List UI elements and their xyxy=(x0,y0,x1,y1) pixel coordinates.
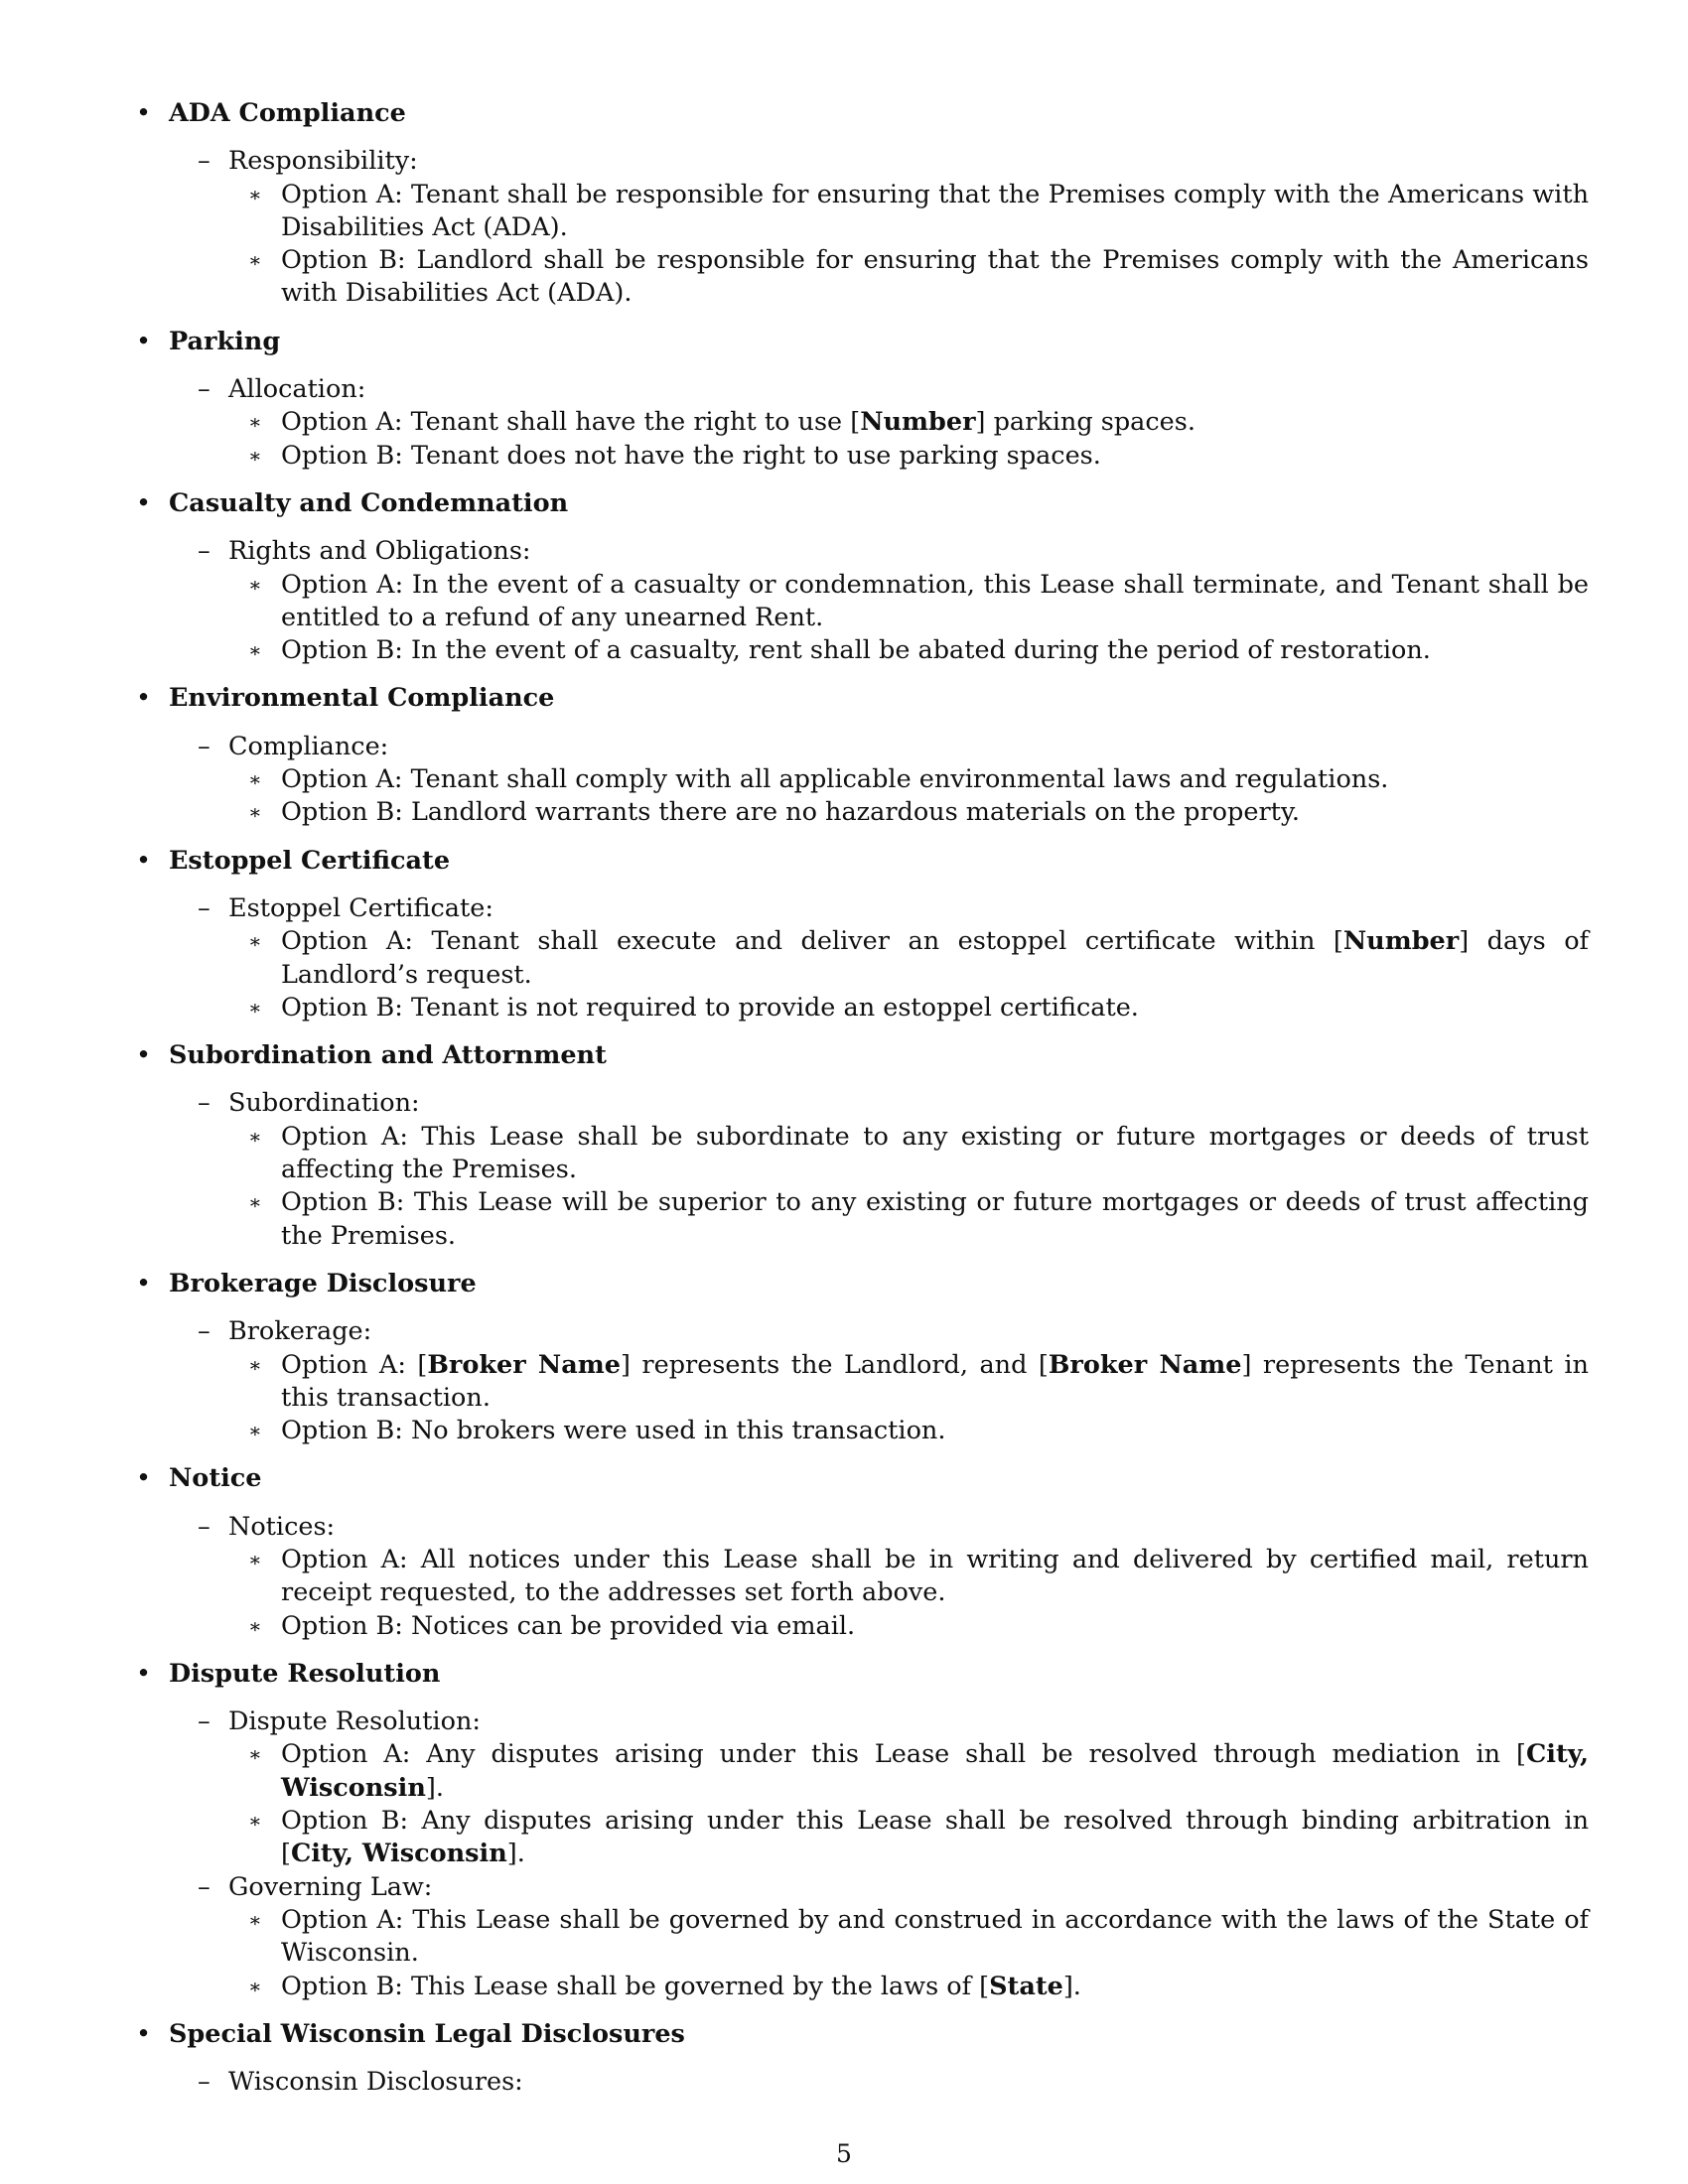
option-text-part: Option A: All notices under this Lease shall be in writing and delivered by certified mail, return receipt requested, to the addresses set forth above. xyxy=(281,1544,1589,1608)
section xyxy=(132,487,1589,667)
asterisk-icon: ∗ xyxy=(248,443,262,468)
bullet-icon: • xyxy=(136,845,152,876)
section-title-text: Environmental Compliance xyxy=(169,683,555,714)
option-item xyxy=(132,763,1589,796)
option-text-part: ]. xyxy=(425,1772,444,1803)
option-text-part: Option A: Tenant shall comply with all applicable environmental laws and regulations. xyxy=(281,764,1389,795)
subsection-label xyxy=(132,1871,1589,1904)
option-item xyxy=(132,406,1589,439)
subsection-label xyxy=(132,731,1589,763)
section-title xyxy=(132,1462,1589,1495)
option-text xyxy=(281,1350,1589,1413)
subsection-label-text: Governing Law: xyxy=(228,1871,433,1902)
dash-icon: – xyxy=(198,892,211,923)
section-title xyxy=(132,682,1589,715)
option-item xyxy=(132,1415,1589,1447)
section-title xyxy=(132,97,1589,130)
option-item xyxy=(132,179,1589,245)
option-item xyxy=(132,796,1589,829)
asterisk-icon: ∗ xyxy=(248,800,262,825)
option-text xyxy=(281,1416,945,1445)
option-text xyxy=(281,1905,1589,1968)
option-text xyxy=(281,1187,1589,1250)
dash-icon: – xyxy=(198,536,211,567)
option-text-part: Option A: This Lease shall be subordinate to any existing or future mortgages or deeds of trust affecting the Premises. xyxy=(281,1121,1589,1185)
subsection-label xyxy=(132,373,1589,406)
section xyxy=(132,1658,1589,2003)
option-text-part: ] represents the Landlord, and [ xyxy=(620,1349,1049,1380)
option-text-part: Option B: Any disputes arising under this Lease shall be resolved through binding arbitration in [ xyxy=(281,1806,1589,1869)
section xyxy=(132,97,1589,311)
subsection-label xyxy=(132,535,1589,568)
option-item xyxy=(132,1805,1589,1871)
placeholder-field: Broker Name xyxy=(1048,1349,1242,1380)
option-text-part: Option B: This Lease shall be governed by the laws of [ xyxy=(281,1971,990,2001)
subsection-label-text: Wisconsin Disclosures: xyxy=(228,2067,523,2098)
option-text-part: Option B: Landlord shall be responsible for ensuring that the Premises comply with the Americans with Disabilities Act (ADA). xyxy=(281,245,1589,309)
section-title-text: Casualty and Condemnation xyxy=(169,487,569,518)
bullet-icon: • xyxy=(136,683,152,714)
bullet-icon: • xyxy=(136,1268,152,1298)
asterisk-icon: ∗ xyxy=(248,410,262,435)
bullet-icon: • xyxy=(136,1040,152,1071)
section xyxy=(132,2018,1589,2100)
asterisk-icon: ∗ xyxy=(248,767,262,792)
section xyxy=(132,326,1589,473)
option-text-part: ] days of Landlord’s request. xyxy=(281,926,1589,990)
option-item xyxy=(132,1121,1589,1187)
bullet-icon: • xyxy=(136,98,152,128)
dash-icon: – xyxy=(198,1088,211,1119)
asterisk-icon: ∗ xyxy=(248,1419,262,1443)
option-text-part: ] parking spaces. xyxy=(975,407,1196,438)
option-text-part: Option B: Tenant is not required to provide an estoppel certificate. xyxy=(281,992,1139,1023)
subsection-label xyxy=(132,1087,1589,1120)
option-text-part: Option B: Landlord warrants there are no hazardous materials on the property. xyxy=(281,797,1301,828)
option-text-part: Option A: Any disputes arising under this Lease shall be resolved through mediation in [ xyxy=(281,1739,1526,1770)
asterisk-icon: ∗ xyxy=(248,572,262,597)
subsection-label xyxy=(132,2066,1589,2099)
option-item xyxy=(132,569,1589,635)
section-title xyxy=(132,1268,1589,1300)
option-text-part: Option B: Notices can be provided via email. xyxy=(281,1610,856,1641)
subsection-label-text: Notices: xyxy=(228,1511,336,1542)
option-text-part: ] represents the Tenant in this transaction. xyxy=(281,1349,1589,1413)
asterisk-icon: ∗ xyxy=(248,1352,262,1377)
option-text-part: Option A: This Lease shall be governed by and construed in accordance with the laws of the State of Wisconsin. xyxy=(281,1904,1589,1969)
option-text xyxy=(281,1611,855,1641)
option-item xyxy=(132,1610,1589,1643)
option-text xyxy=(281,570,1589,632)
subsection-label xyxy=(132,892,1589,925)
section xyxy=(132,1039,1589,1253)
section-title-text: Special Wisconsin Legal Disclosures xyxy=(169,2018,685,2049)
dash-icon: – xyxy=(198,731,211,761)
option-text xyxy=(281,407,1196,437)
asterisk-icon: ∗ xyxy=(248,248,262,273)
option-text-part: Option B: In the event of a casualty, rent shall be abated during the period of restoration. xyxy=(281,635,1431,666)
option-text-part: Option A: [ xyxy=(281,1349,428,1380)
placeholder-field: State xyxy=(989,1971,1063,2001)
section-title xyxy=(132,845,1589,878)
option-text xyxy=(281,993,1139,1023)
option-item xyxy=(132,1544,1589,1610)
option-text-part: Option B: This Lease will be superior to any existing or future mortgages or deeds of trust affecting the Premises. xyxy=(281,1187,1589,1251)
option-item xyxy=(132,1349,1589,1416)
asterisk-icon: ∗ xyxy=(248,182,262,206)
section-title-text: ADA Compliance xyxy=(169,98,406,128)
subsection-label-text: Allocation: xyxy=(228,374,366,405)
option-text-part: Option A: In the event of a casualty or condemnation, this Lease shall terminate, and Tenant shall be entitled to a refund of any unearned Rent. xyxy=(281,569,1589,632)
bullet-icon: • xyxy=(136,487,152,518)
dash-icon: – xyxy=(198,1511,211,1542)
bullet-icon: • xyxy=(136,1658,152,1689)
dash-icon: – xyxy=(198,1316,211,1347)
section-title-text: Parking xyxy=(169,326,281,356)
section xyxy=(132,845,1589,1024)
dash-icon: – xyxy=(198,1871,211,1902)
option-text-part: Option A: Tenant shall execute and deliver an estoppel certificate within [ xyxy=(281,926,1343,957)
placeholder-field: Number xyxy=(1342,926,1460,957)
asterisk-icon: ∗ xyxy=(248,1974,262,1998)
option-text xyxy=(281,441,1101,471)
option-text xyxy=(281,245,1589,308)
asterisk-icon: ∗ xyxy=(248,638,262,663)
bullet-icon: • xyxy=(136,326,152,356)
section-title xyxy=(132,1039,1589,1072)
placeholder-field: Broker Name xyxy=(427,1349,621,1380)
option-text xyxy=(281,926,1589,989)
dash-icon: – xyxy=(198,2067,211,2098)
subsection-label xyxy=(132,145,1589,178)
option-item xyxy=(132,992,1589,1024)
asterisk-icon: ∗ xyxy=(248,1547,262,1571)
subsection-label xyxy=(132,1511,1589,1544)
subsection-label-text: Rights and Obligations: xyxy=(228,536,531,567)
section-title xyxy=(132,2018,1589,2051)
asterisk-icon: ∗ xyxy=(248,1742,262,1767)
subsection-label-text: Estoppel Certificate: xyxy=(228,892,493,923)
option-text xyxy=(281,797,1300,827)
placeholder-field: City, Wisconsin xyxy=(281,1739,1589,1803)
asterisk-icon: ∗ xyxy=(248,995,262,1020)
subsection-label-text: Compliance: xyxy=(228,731,389,761)
section-title-text: Brokerage Disclosure xyxy=(169,1268,477,1298)
option-text xyxy=(281,1806,1589,1868)
document-body xyxy=(132,97,1589,2114)
section-title xyxy=(132,1658,1589,1691)
option-text xyxy=(281,635,1431,665)
option-text xyxy=(281,180,1589,242)
option-text-part: ]. xyxy=(1062,1971,1081,2001)
option-item xyxy=(132,1186,1589,1253)
section xyxy=(132,1462,1589,1642)
dash-icon: – xyxy=(198,146,211,177)
asterisk-icon: ∗ xyxy=(248,1124,262,1149)
option-text-part: Option B: Tenant does not have the right to use parking spaces. xyxy=(281,440,1101,471)
option-text xyxy=(281,764,1388,794)
option-item xyxy=(132,244,1589,311)
asterisk-icon: ∗ xyxy=(248,1907,262,1932)
option-item xyxy=(132,1738,1589,1805)
section-title xyxy=(132,326,1589,358)
subsection-label xyxy=(132,1315,1589,1348)
placeholder-field: City, Wisconsin xyxy=(290,1839,507,1869)
section-title-text: Estoppel Certificate xyxy=(169,845,451,876)
option-item xyxy=(132,925,1589,992)
asterisk-icon: ∗ xyxy=(248,1809,262,1834)
subsection-label-text: Subordination: xyxy=(228,1088,420,1119)
section-title-text: Notice xyxy=(169,1463,262,1494)
dash-icon: – xyxy=(198,374,211,405)
section-title-text: Subordination and Attornment xyxy=(169,1040,607,1071)
option-text xyxy=(281,1122,1589,1184)
asterisk-icon: ∗ xyxy=(248,1190,262,1215)
section xyxy=(132,682,1589,829)
subsection-label-text: Brokerage: xyxy=(228,1316,372,1347)
subsection-label-text: Dispute Resolution: xyxy=(228,1706,481,1737)
option-text xyxy=(281,1545,1589,1607)
asterisk-icon: ∗ xyxy=(248,1613,262,1638)
section-title xyxy=(132,487,1589,520)
bullet-icon: • xyxy=(136,2018,152,2049)
bullet-icon: • xyxy=(136,1463,152,1494)
subsection-label-text: Responsibility: xyxy=(228,146,418,177)
option-item xyxy=(132,634,1589,667)
dash-icon: – xyxy=(198,1706,211,1737)
option-text-part: Option A: Tenant shall have the right to use [ xyxy=(281,407,861,438)
asterisk-icon: ∗ xyxy=(248,929,262,954)
option-text xyxy=(281,1972,1081,2001)
placeholder-field: Number xyxy=(860,407,976,438)
option-item xyxy=(132,1971,1589,2003)
option-text-part: ]. xyxy=(506,1839,525,1869)
option-item xyxy=(132,1904,1589,1971)
option-text-part: Option A: Tenant shall be responsible for ensuring that the Premises comply with the Americans with Disabilities Act (ADA). xyxy=(281,179,1589,242)
option-item xyxy=(132,440,1589,473)
section-title-text: Dispute Resolution xyxy=(169,1658,441,1689)
page-number: 5 xyxy=(836,2139,852,2168)
subsection-label xyxy=(132,1706,1589,1738)
section xyxy=(132,1268,1589,1447)
option-text xyxy=(281,1739,1589,1802)
option-text-part: Option B: No brokers were used in this transaction. xyxy=(281,1416,946,1446)
